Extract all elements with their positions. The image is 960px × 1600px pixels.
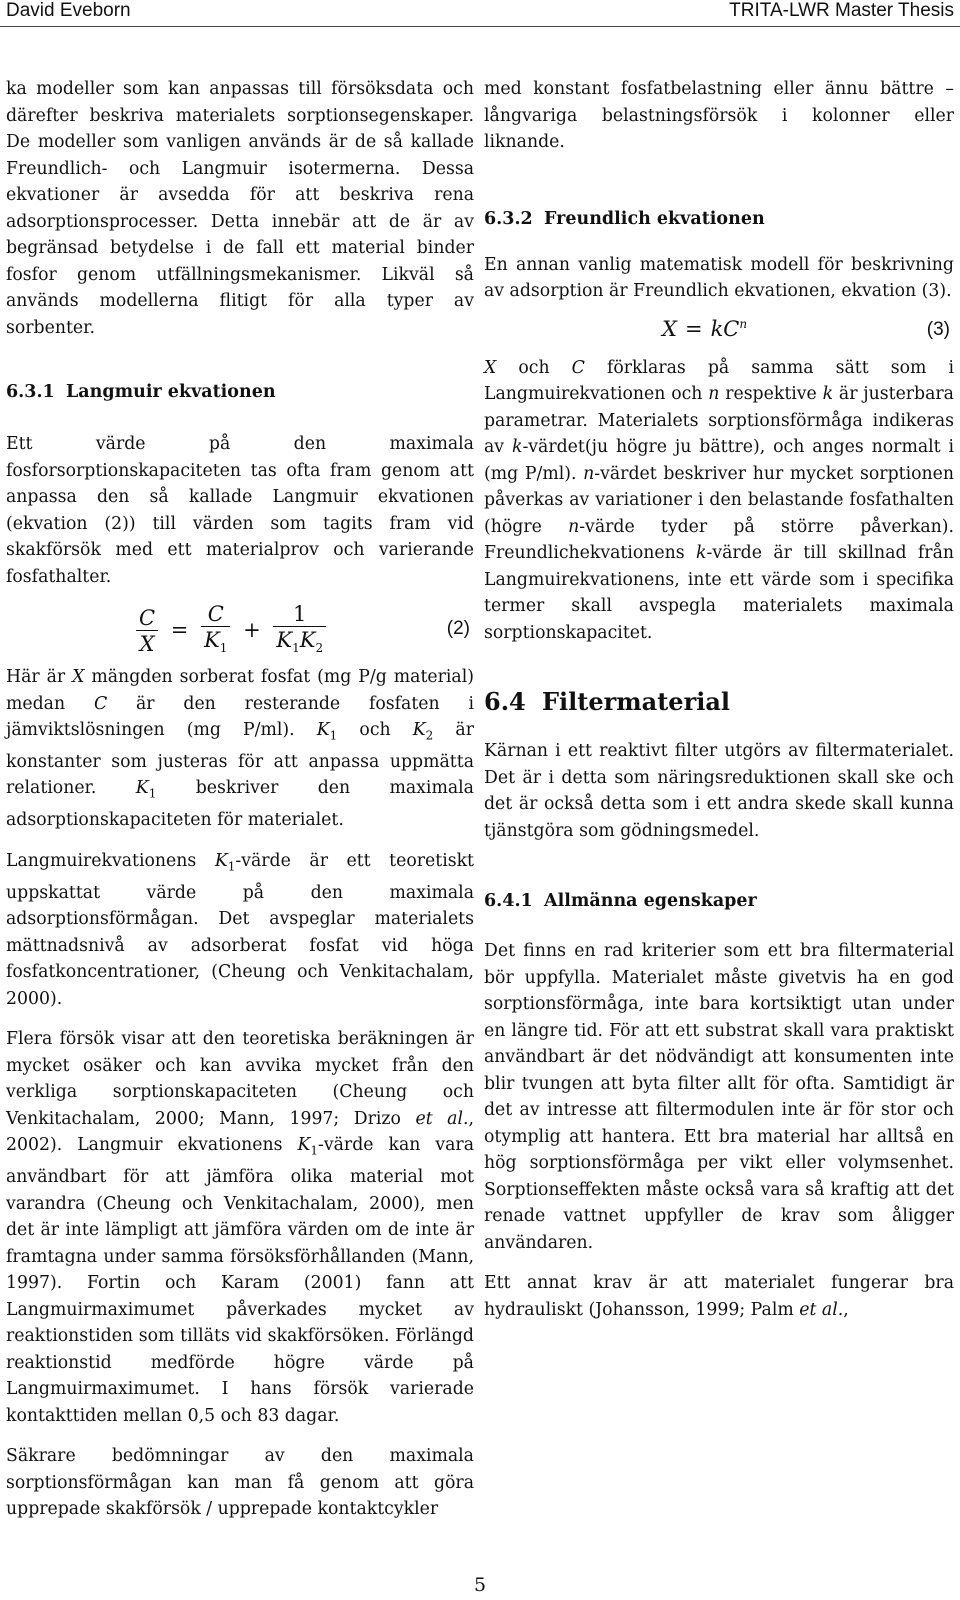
section-number: 6.4.1	[484, 891, 533, 911]
equation-3	[484, 311, 954, 355]
paragraph: ka modeller som kan anpassas till försöksdata och därefter beskriva materialets sorptionsegenskaper. De modeller som vanligen används är de så kallade Freundlich- och Langmuir isotermerna. Dessa ekvationer är avsedda för att beskriva rena adsorptionsprocesser. Detta innebär att de är av begränsad betydelse i de fall ett material binder fosfor genom utfällningsmekanismer. Likväl så används modellerna flitigt för alla typer av sorbenter.	[6, 79, 474, 338]
equation-number: (2)	[446, 618, 470, 639]
running-header	[0, 0, 960, 27]
right-column	[484, 76, 954, 1323]
paragraph: Flera försök visar att den teoretiska beräkningen är mycket osäker och kan avvika mycket från den verkliga sorptionskapaciteten (Cheung och Venkitachalam, 2000; Mann, 1997; Drizo et al., 2002). Langmuir ekvationens $K_1$-värde kan vara användbart för att jämföra olika material mot varandra (Cheung och Venkitachalam, 2000), men det är inte lämpligt att jämföra värden om de inte är framtagna under samma försöksförhållanden (Mann, 1997). Fortin och Karam (2001) fann att Langmuirmaximumet påverkades mycket av reaktionstiden som tilläts vid skakförsöken. Förlängd reaktionstid medförde högre värde på Langmuirmaximumet. I hans försök varierade kontakttiden mellan 0,5 och 83 dagar.	[6, 1029, 475, 1426]
paragraph: X och C förklaras på samma sätt som i Langmuirekvationen och n respektive k är justerbara parametrar. Materialets sorptionsförmåga indikeras av k-värdet(ju högre ju bättre), och anges normalt i (mg P/ml). n-värdet beskriver hur mycket sorptionen påverkas av variationer i den belastande fosfathalten (högre n-värde tyder på större påverkan). Freundlichekvationens k-värde är till skillnad från Langmuirekvationens, inte ett värde som i specifika termer skall avspegla materialets maximala sorptionskapacitet.	[484, 357, 955, 643]
paragraph: Kärnan i ett reaktivt filter utgörs av filtermaterialet. Det är i detta som näringsreduktionen skall ske och det är också detta som i ett andra skede skall kunna tjänstgöra som gödningsmedel.	[484, 741, 954, 841]
header-author: David Eveborn	[6, 0, 131, 21]
section-title: Allmänna egenskaper	[544, 891, 757, 911]
section-title: Filtermaterial	[542, 687, 731, 716]
section-number: 6.4	[484, 687, 526, 716]
paragraph: Ett annat krav är att materialet fungerar bra hydrauliskt (Johansson, 1999; Palm et al.,	[484, 1273, 954, 1320]
paragraph: Ett värde på den maximala fosforsorptionskapaciteten tas ofta fram genom att anpassa den så kallade Langmuir ekvationen (ekvation (2)) till värden som tagits fram vid skakförsök med ett materialprov och varierande fosfathalter.	[6, 434, 474, 587]
paragraph: Säkrare bedömningar av den maximala sorptionsförmågan kan man få genom att göra upprepade skakförsök / upprepade kontaktcykler	[6, 1446, 474, 1520]
section-number: 6.3.1	[6, 382, 55, 402]
paragraph: med konstant fosfatbelastning eller ännu bättre – långvariga belastningsförsök i kolonner eller liknande.	[484, 79, 954, 152]
section-title: Langmuir ekvationen	[66, 382, 276, 402]
header-series: TRITA-LWR Master Thesis	[729, 0, 954, 21]
paragraph: Langmuirekvationens $K_1$-värde är ett teoretiskt uppskattat värde på den maximala adsorptionsförmågan. Det avspeglar materialets mättnadsnivå av adsorberat fosfat vid höga fosfatkoncentrationer, (Cheung och Venkitachalam, 2000).	[6, 850, 475, 1009]
equation-2	[6, 598, 474, 664]
section-heading-6-3-2	[484, 206, 954, 232]
left-column	[6, 76, 474, 1523]
page-number: 5	[473, 1574, 487, 1596]
section-number: 6.3.2	[484, 208, 533, 229]
section-heading-6-3-1	[6, 379, 474, 405]
paragraph: En annan vanlig matematisk modell för beskrivning av adsorption är Freundlich ekvationen, ekvation (3).	[484, 254, 954, 301]
section-heading-6-4-1	[484, 888, 954, 914]
equation-number: (3)	[926, 318, 950, 340]
equation-expression: $\frac{C}{X}$ = $\frac{C}{K_1}$ + $\frac{1}{K_1K_2}$	[136, 602, 326, 661]
paragraph: Det finns en rad kriterier som ett bra filtermaterial bör uppfylla. Materialet måste givetvis ha en god sorptionsförmåga, inte bara kortsiktigt utan under en längre tid. För att ett substrat skall vara praktiskt användbart är det nödvändigt att konsumenten inte blir tvungen att byta filter allt för ofta. Samtidigt är det av intresse att filtermodulen inte är för stor och otymplig att hantera. Ett bra material har alltså en hög sorptionsförmåga per vikt eller volymsenhet. Sorptionseffekten måste också vara så kraftig att det renade vattnet uppfyller de krav som åligger användaren.	[484, 941, 954, 1253]
section-title: Freundlich ekvationen	[544, 208, 765, 229]
paragraph: Här är X mängden sorberat fosfat (mg P/g material) medan C är den resterande fosfaten i jämviktslösningen (mg P/ml). $K_1$ och $K_2$ är konstanter som justeras för att anpassa uppmätta relationer. $K_1$ beskriver den maximala adsorptionskapaciteten för materialet.	[6, 667, 474, 831]
section-heading-6-4	[484, 686, 954, 718]
equation-expression: $X = kC^n$	[662, 316, 748, 341]
